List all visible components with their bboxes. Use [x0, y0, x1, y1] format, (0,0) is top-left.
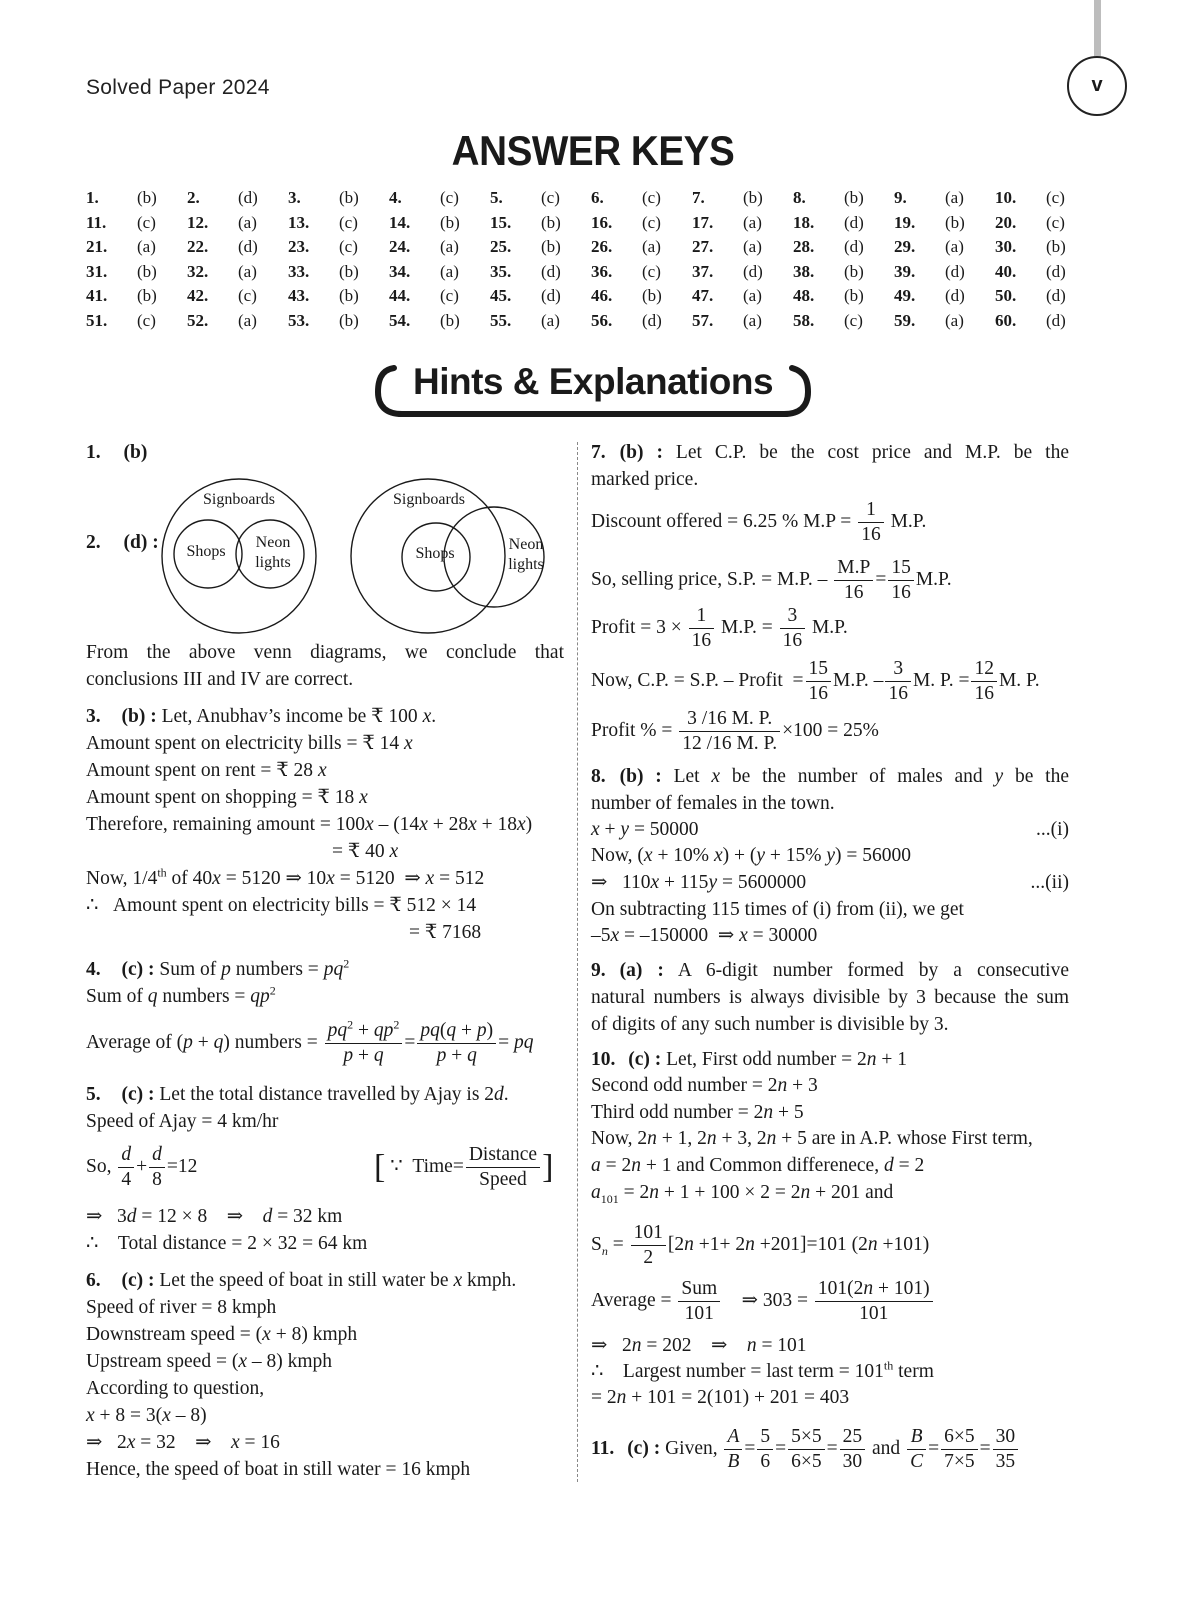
answer-option: (b) — [339, 188, 359, 208]
answer-option: (a) — [743, 310, 762, 330]
page-header-title: Solved Paper 2024 — [86, 76, 270, 99]
answer-option: (c) — [440, 286, 459, 306]
q10-line5: a = 2n + 1 and Common differenece, d = 2 — [591, 1155, 925, 1176]
answer-option: (b) — [945, 212, 965, 232]
answer-question-number: 29. — [894, 237, 916, 257]
answer-option: (a) — [541, 310, 560, 330]
answer-option: (b) — [743, 188, 763, 208]
q3-line7: Now, 1/4th of 40x = 5120 ⇒ 10x = 5120 ⇒ x = 512 — [86, 865, 485, 889]
answer-question-number: 57. — [692, 310, 714, 330]
q10-number: 10. — [591, 1049, 616, 1070]
q11-number: 11. — [591, 1438, 615, 1459]
answer-question-number: 52. — [187, 310, 209, 330]
q7-line6: Now, C.P. = S.P. – Profit = $\frac{15}{16}$ M.P. – $\frac{3}{16}$ M. P. = $\frac{12}{16}$ M. P. — [591, 658, 1040, 705]
answer-question-number: 5. — [490, 188, 503, 208]
answer-option: (d) — [1046, 261, 1066, 281]
answer-question-number: 55. — [490, 310, 512, 330]
q7-line1: 7. (b) : Let C.P. be the cost price and M.P. be the — [591, 442, 1069, 463]
q3-line6: = ₹ 40 x — [332, 841, 399, 862]
hints-title: Hints & Explanations — [412, 361, 774, 402]
q5-line1: 5. (c) : Let the total distance travelled by Ajay is 2d. — [86, 1084, 509, 1105]
q10-line10: ∴ Largest number = last term = 101th term — [591, 1358, 934, 1382]
answer-row — [86, 309, 1096, 334]
answer-question-number: 51. — [86, 310, 108, 330]
venn1-signboards-label: Signboards — [203, 491, 275, 508]
answer-question-number: 2. — [187, 188, 200, 208]
q3-answer: (b) : — [121, 706, 157, 727]
answer-question-number: 20. — [995, 212, 1017, 232]
answer-question-number: 48. — [793, 286, 815, 306]
q3-number: 3. — [86, 706, 101, 727]
answer-row — [86, 260, 1096, 285]
q8-line7: –5x = –150000 ⇒ x = 30000 — [591, 925, 818, 946]
q6-line2: Speed of river = 8 kmph — [86, 1297, 277, 1318]
q6-line3: Downstream speed = (x + 8) kmph — [86, 1324, 358, 1345]
answer-option: (a) — [743, 286, 762, 306]
answer-option: (a) — [238, 261, 257, 281]
q11-line1: 11. (c) : Given, $\frac{A}{B}$ = $\frac{5}{6}$ = $\frac{5\times 5}{6\times 5}$ = $\frac{25}{30}$ and $\frac{B}{C}$ = $\frac{6\times 5}{7\times 5}$ = $\frac{30}{35}$ — [591, 1422, 1020, 1476]
answer-question-number: 37. — [692, 261, 714, 281]
answer-question-number: 44. — [389, 286, 411, 306]
answer-option: (d) — [743, 261, 763, 281]
answer-option: (a) — [743, 237, 762, 257]
q4-answer: (c) : — [121, 959, 155, 980]
answer-option: (c) — [1046, 212, 1065, 232]
q3-line5: Therefore, remaining amount = 100x – (14x + 28x + 18x) — [86, 814, 533, 835]
q9-line2: natural numbers is always divisible by 3 because the sum — [591, 987, 1069, 1008]
answer-option: (a) — [238, 310, 257, 330]
q8-line6: On subtracting 115 times of (i) from (ii), we get — [591, 899, 964, 920]
q9-line3: of digits of any such number is divisible by 3. — [591, 1014, 949, 1035]
answer-question-number: 32. — [187, 261, 209, 281]
q2-heading — [86, 530, 159, 556]
answer-option: (b) — [339, 310, 359, 330]
answer-option: (a) — [238, 212, 257, 232]
answer-option: (c) — [541, 188, 560, 208]
answer-option: (a) — [440, 237, 459, 257]
answer-question-number: 3. — [288, 188, 301, 208]
answer-option: (d) — [541, 286, 561, 306]
q6-line7: ⇒ 2x = 32 ⇒ x = 16 — [86, 1432, 280, 1453]
answer-option: (b) — [844, 188, 864, 208]
q4-line1: 4. (c) : Sum of p numbers = $pq^2$ — [86, 956, 350, 980]
answer-question-number: 50. — [995, 286, 1017, 306]
answer-option: (b) — [137, 286, 157, 306]
answer-question-number: 10. — [995, 188, 1017, 208]
answer-option: (c) — [137, 212, 156, 232]
answer-option: (a) — [440, 261, 459, 281]
q5-number: 5. — [86, 1084, 101, 1105]
answer-option: (b) — [642, 286, 662, 306]
q6-line4: Upstream speed = (x – 8) kmph — [86, 1351, 333, 1372]
answer-question-number: 23. — [288, 237, 310, 257]
venn-diagrams — [160, 476, 570, 646]
answer-option: (d) — [1046, 310, 1066, 330]
q8-line1: 8. (b) : Let x be the number of males and y be the — [591, 766, 1070, 787]
answer-row — [86, 211, 1096, 236]
answer-question-number: 7. — [692, 188, 705, 208]
venn2-neon-label: Neon — [508, 536, 544, 553]
q3-line9: = ₹ 7168 — [409, 922, 482, 943]
q5-line3: So, $\frac{d}{4}$ + $\frac{d}{8}$ =12 — [86, 1144, 198, 1191]
answer-option: (d) — [945, 286, 965, 306]
answer-option: (c) — [1046, 188, 1065, 208]
q3-line8: ∴ Amount spent on electricity bills = ₹ 512 × 14 — [86, 895, 477, 916]
q4-line3: Average of (p + q) numbers = $\frac{pq^2 + qp^2}{p + q}$ = $\frac{pq(q + p)}{p + q}$ = pq — [86, 1017, 534, 1067]
answer-option: (a) — [945, 310, 964, 330]
answer-option: (b) — [339, 286, 359, 306]
answer-option: (c) — [339, 237, 358, 257]
answer-question-number: 41. — [86, 286, 108, 306]
answer-option: (b) — [541, 212, 561, 232]
answer-option: (a) — [945, 237, 964, 257]
q6-answer: (c) : — [121, 1270, 155, 1291]
q5-line2: Speed of Ajay = 4 km/hr — [86, 1111, 279, 1132]
answer-keys-table — [86, 186, 1096, 333]
q6-line8: Hence, the speed of boat in still water = 16 kmph — [86, 1459, 471, 1480]
answer-option: (a) — [945, 188, 964, 208]
q1-number: 1. — [86, 442, 101, 463]
answer-row — [86, 186, 1096, 211]
answer-option: (d) — [844, 237, 864, 257]
q6-line6: x + 8 = 3(x – 8) — [86, 1405, 207, 1426]
q4-number: 4. — [86, 959, 101, 980]
q3-line4: Amount spent on shopping = ₹ 18 x — [86, 787, 368, 808]
q6-line1: 6. (c) : Let the speed of boat in still water be x kmph. — [86, 1270, 517, 1291]
answer-option: (c) — [440, 188, 459, 208]
q3-line2: Amount spent on electricity bills = ₹ 14 x — [86, 733, 413, 754]
answer-question-number: 54. — [389, 310, 411, 330]
q10-line6: $a_{101} = 2n + 1 + 100 \times 2 = 2n + 201$ and — [591, 1182, 894, 1206]
answer-option: (b) — [844, 286, 864, 306]
answer-option: (b) — [541, 237, 561, 257]
answer-option: (c) — [844, 310, 863, 330]
answer-option: (d) — [238, 237, 258, 257]
answer-question-number: 9. — [894, 188, 907, 208]
q5-answer: (c) : — [121, 1084, 155, 1105]
q5-line5: ∴ Total distance = 2 × 32 = 64 km — [86, 1233, 368, 1254]
answer-question-number: 31. — [86, 261, 108, 281]
q8-number: 8. — [591, 766, 606, 787]
answer-option: (a) — [743, 212, 762, 232]
q8-line3: x + y = 50000 — [591, 819, 699, 840]
answer-question-number: 17. — [692, 212, 714, 232]
answer-question-number: 59. — [894, 310, 916, 330]
q7-number: 7. — [591, 442, 606, 463]
q2-number: 2. — [86, 532, 101, 553]
answer-option: (d) — [541, 261, 561, 281]
q4-line2: Sum of q numbers = $qp^2$ — [86, 983, 276, 1007]
answer-option: (a) — [137, 237, 156, 257]
q1-heading — [86, 440, 147, 466]
answer-question-number: 30. — [995, 237, 1017, 257]
answer-option: (a) — [642, 237, 661, 257]
q2-conclusion-line2: conclusions III and IV are correct. — [86, 669, 354, 690]
q6-number: 6. — [86, 1270, 101, 1291]
answer-option: (b) — [339, 261, 359, 281]
answer-question-number: 43. — [288, 286, 310, 306]
q10-line4: Now, 2n + 1, 2n + 3, 2n + 5 are in A.P. whose First term, — [591, 1128, 1033, 1149]
answer-row — [86, 284, 1096, 309]
answer-option: (c) — [137, 310, 156, 330]
q9-number: 9. — [591, 960, 606, 981]
answer-question-number: 36. — [591, 261, 613, 281]
q8-line2: number of females in the town. — [591, 793, 835, 814]
page-number: v — [1067, 56, 1127, 116]
answer-question-number: 33. — [288, 261, 310, 281]
venn2-lights-label: lights — [508, 556, 544, 573]
q7-line2: marked price. — [591, 469, 699, 490]
venn1-shops-label: Shops — [186, 543, 226, 560]
answer-question-number: 15. — [490, 212, 512, 232]
answer-option: (b) — [440, 212, 460, 232]
answer-question-number: 35. — [490, 261, 512, 281]
answer-question-number: 53. — [288, 310, 310, 330]
q8-line4: Now, (x + 10% x) + (y + 15% y) = 56000 — [591, 845, 912, 866]
answer-option: (c) — [238, 286, 257, 306]
answer-option: (b) — [440, 310, 460, 330]
answer-question-number: 8. — [793, 188, 806, 208]
answer-option: (c) — [642, 261, 661, 281]
answer-question-number: 21. — [86, 237, 108, 257]
answer-question-number: 4. — [389, 188, 402, 208]
q8-eq1-label: ...(i) — [1035, 819, 1069, 840]
q8-eq2-label: ...(ii) — [1030, 872, 1069, 893]
answer-option: (b) — [137, 188, 157, 208]
q2-answer: (d) : — [123, 532, 159, 553]
answer-option: (d) — [844, 212, 864, 232]
answer-option: (d) — [238, 188, 258, 208]
venn2-signboards-label: Signboards — [393, 491, 465, 508]
answer-question-number: 1. — [86, 188, 99, 208]
q3-line3: Amount spent on rent = ₹ 28 x — [86, 760, 327, 781]
answer-question-number: 47. — [692, 286, 714, 306]
q3-line1: 3. (b) : Let, Anubhav’s income be ₹ 100 x. — [86, 706, 437, 727]
answer-question-number: 22. — [187, 237, 209, 257]
answer-question-number: 26. — [591, 237, 613, 257]
answer-question-number: 14. — [389, 212, 411, 232]
answer-question-number: 12. — [187, 212, 209, 232]
q2-conclusion-line1: From the above venn diagrams, we conclude that — [86, 642, 564, 663]
q5-time-formula: [ ∵ Time= $\frac{\text{Distance}}{\text{Speed}}$ ] — [374, 1144, 554, 1191]
q1-answer: (b) — [123, 442, 148, 463]
answer-question-number: 39. — [894, 261, 916, 281]
q10-line9: ⇒ 2n = 202 ⇒ n = 101 — [591, 1335, 807, 1356]
q10-line2: Second odd number = 2n + 3 — [591, 1075, 818, 1096]
q7-answer: (b) : — [619, 442, 663, 463]
q7-line5: Profit = 3 × $\frac{1}{16}$ M.P. = $\frac{3}{16}$ M.P. — [591, 605, 848, 652]
q8-answer: (b) : — [619, 766, 662, 787]
q10-answer: (c) : — [628, 1049, 662, 1070]
answer-question-number: 24. — [389, 237, 411, 257]
q8-line5: ⇒ 110x + 115y = 5600000 — [591, 872, 807, 893]
answer-question-number: 38. — [793, 261, 815, 281]
answer-question-number: 13. — [288, 212, 310, 232]
answer-question-number: 60. — [995, 310, 1017, 330]
answer-option: (b) — [1046, 237, 1066, 257]
answer-option: (c) — [642, 188, 661, 208]
q9-answer: (a) : — [619, 960, 664, 981]
q6-line5: According to question, — [86, 1378, 265, 1399]
answer-row — [86, 235, 1096, 260]
answer-question-number: 49. — [894, 286, 916, 306]
answer-question-number: 27. — [692, 237, 714, 257]
answer-option: (b) — [844, 261, 864, 281]
answer-option: (d) — [945, 261, 965, 281]
q7-line7: Profit % = $\frac{3 /16 M. P.}{12 /16 M. P.}$ ×100 = 25% — [591, 708, 879, 755]
answer-question-number: 40. — [995, 261, 1017, 281]
answer-question-number: 56. — [591, 310, 613, 330]
q10-line3: Third odd number = 2n + 5 — [591, 1102, 804, 1123]
answer-keys-title: ANSWER KEYS — [451, 127, 735, 174]
q5-line4: ⇒ 3d = 12 × 8 ⇒ d = 32 km — [86, 1206, 343, 1227]
q7-line4: So, selling price, S.P. = M.P. – $\frac{M.P}{16}$ = $\frac{15}{16}$ M.P. — [591, 557, 952, 604]
answer-question-number: 6. — [591, 188, 604, 208]
answer-question-number: 19. — [894, 212, 916, 232]
q10-line1: 10. (c) : Let, First odd number = 2n + 1 — [591, 1049, 907, 1070]
answer-question-number: 45. — [490, 286, 512, 306]
answer-option: (d) — [642, 310, 662, 330]
answer-question-number: 16. — [591, 212, 613, 232]
q10-line8: Average = $\frac{\text{Sum}}{101}$ ⇒ 303 = $\frac{101(2n + 101)}{101}$ — [591, 1274, 935, 1328]
venn1-neon-label: Neon — [255, 534, 291, 551]
answer-question-number: 34. — [389, 261, 411, 281]
page-tab-bar — [1094, 0, 1101, 56]
q7-line3: Discount offered = 6.25 % M.P = $\frac{1}{16}$ M.P. — [591, 499, 927, 546]
venn1-lights-label: lights — [255, 554, 291, 571]
column-divider — [577, 442, 578, 1482]
answer-question-number: 18. — [793, 212, 815, 232]
answer-option: (b) — [137, 261, 157, 281]
venn2-shops-label: Shops — [415, 545, 455, 562]
q10-line7: $S_n$ = $\frac{101}{2}$ [2n +1+ 2n +201]=101 (2n +101) — [591, 1222, 930, 1269]
q11-answer: (c) : — [627, 1438, 661, 1459]
answer-question-number: 46. — [591, 286, 613, 306]
answer-question-number: 28. — [793, 237, 815, 257]
q9-line1: 9. (a) : A 6-digit number formed by a consecutive — [591, 960, 1069, 981]
answer-option: (d) — [1046, 286, 1066, 306]
answer-question-number: 58. — [793, 310, 815, 330]
q10-line11: = 2n + 101 = 2(101) + 201 = 403 — [591, 1387, 850, 1408]
answer-question-number: 11. — [86, 212, 107, 232]
answer-question-number: 25. — [490, 237, 512, 257]
answer-option: (c) — [339, 212, 358, 232]
answer-option: (c) — [642, 212, 661, 232]
answer-question-number: 42. — [187, 286, 209, 306]
